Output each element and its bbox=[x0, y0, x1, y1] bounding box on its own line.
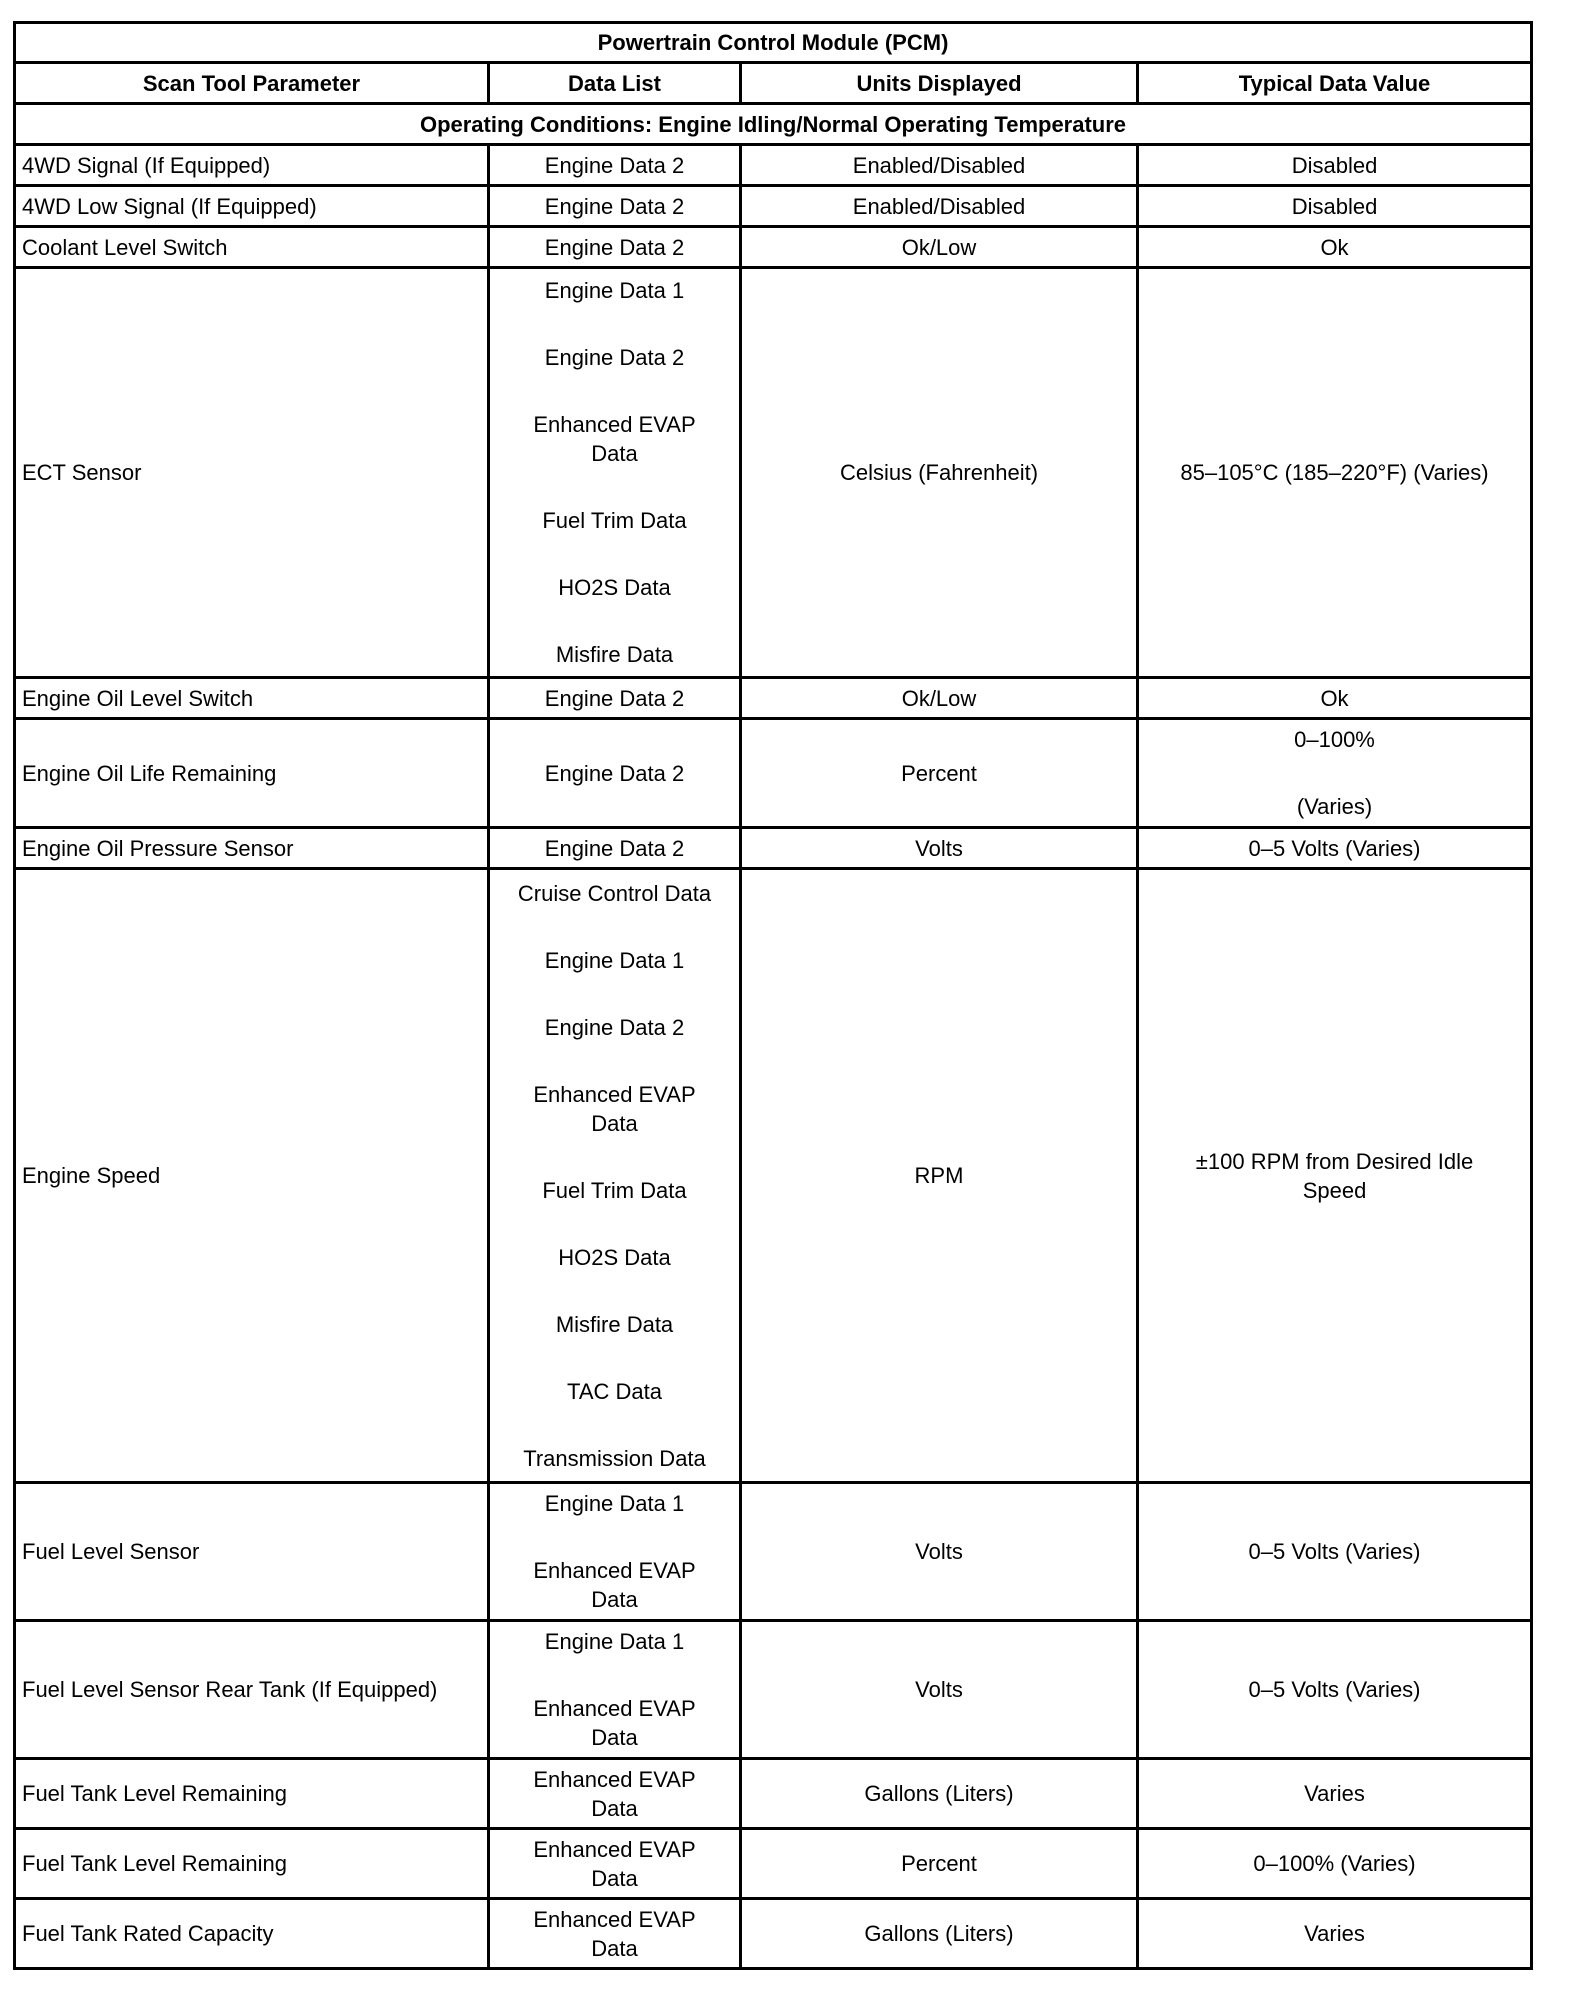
data-list-entry: Cruise Control Data bbox=[517, 880, 712, 906]
data-list-entry: Enhanced EVAP Data bbox=[533, 412, 696, 466]
pcm-data-sheet bbox=[13, 21, 1530, 1970]
cell-typical-value bbox=[1138, 227, 1532, 268]
column-header-parameter: Scan Tool Parameter bbox=[15, 63, 489, 104]
cell-data-list bbox=[489, 1899, 741, 1969]
table-row bbox=[15, 227, 1532, 268]
cell-units: Celsius (Fahrenheit) bbox=[741, 268, 1138, 678]
table-row bbox=[15, 1899, 1532, 1969]
cell-typical-value bbox=[1138, 828, 1532, 869]
data-list-entry: Engine Data 2 bbox=[544, 835, 685, 861]
column-header-typical-value: Typical Data Value bbox=[1138, 63, 1532, 104]
cell-units: Volts bbox=[741, 1483, 1138, 1621]
cell-parameter: Fuel Tank Level Remaining bbox=[15, 1829, 489, 1899]
data-list-entry: HO2S Data bbox=[558, 575, 671, 600]
pcm-table bbox=[13, 21, 1533, 1970]
typical-value-text: 0–5 Volts (Varies) bbox=[1248, 1677, 1421, 1702]
cell-parameter: Engine Oil Level Switch bbox=[15, 678, 489, 719]
cell-units: Enabled/Disabled bbox=[741, 186, 1138, 227]
cell-data-list bbox=[489, 1483, 741, 1621]
cell-data-list bbox=[489, 268, 741, 678]
cell-data-list bbox=[489, 1759, 741, 1829]
data-list-entry: Misfire Data bbox=[555, 1311, 674, 1337]
cell-data-list bbox=[489, 227, 741, 268]
data-list-entry: Engine Data 2 bbox=[544, 193, 685, 219]
cell-data-list bbox=[489, 1829, 741, 1899]
operating-conditions: Operating Conditions: Engine Idling/Normal Operating Temperature bbox=[15, 104, 1532, 145]
cell-units: Volts bbox=[741, 828, 1138, 869]
typical-value-text: 0–5 Volts (Varies) bbox=[1248, 1539, 1421, 1564]
data-list-entry: Engine Data 2 bbox=[544, 345, 685, 370]
column-header-data-list: Data List bbox=[489, 63, 741, 104]
data-list-entry: Enhanced EVAP Data bbox=[533, 1558, 696, 1612]
cell-typical-value bbox=[1138, 1483, 1532, 1621]
cell-units: Volts bbox=[741, 1621, 1138, 1759]
typical-value-text: 0–5 Volts (Varies) bbox=[1248, 835, 1421, 861]
data-list-entry: Fuel Trim Data bbox=[542, 508, 687, 533]
table-row bbox=[15, 828, 1532, 869]
header-row bbox=[15, 63, 1532, 104]
cell-data-list bbox=[489, 719, 741, 828]
data-list-entry: Enhanced EVAP Data bbox=[533, 1081, 696, 1136]
cell-parameter: Fuel Tank Level Remaining bbox=[15, 1759, 489, 1829]
cell-data-list bbox=[489, 828, 741, 869]
data-list-entry: Enhanced EVAP Data bbox=[533, 1906, 696, 1961]
cell-typical-value bbox=[1138, 145, 1532, 186]
typical-value-text: Varies bbox=[1304, 1781, 1365, 1806]
cell-units: Percent bbox=[741, 1829, 1138, 1899]
cell-units: Ok/Low bbox=[741, 678, 1138, 719]
cell-parameter: Engine Speed bbox=[15, 869, 489, 1483]
cell-typical-value bbox=[1138, 1829, 1532, 1899]
cell-units: Percent bbox=[741, 719, 1138, 828]
cell-parameter: Fuel Level Sensor bbox=[15, 1483, 489, 1621]
table-title: Powertrain Control Module (PCM) bbox=[15, 23, 1532, 63]
data-list-entry: Engine Data 2 bbox=[544, 234, 685, 260]
data-list-entry: TAC Data bbox=[567, 1378, 662, 1404]
data-list-entry: HO2S Data bbox=[558, 1244, 671, 1270]
data-list-entry: Engine Data 2 bbox=[544, 1014, 685, 1040]
table-row bbox=[15, 1621, 1532, 1759]
cell-units: Ok/Low bbox=[741, 227, 1138, 268]
table-row bbox=[15, 869, 1532, 1483]
data-list-entry: Engine Data 2 bbox=[544, 685, 685, 711]
table-row bbox=[15, 719, 1532, 828]
data-list-entry: Engine Data 1 bbox=[544, 1629, 685, 1654]
cell-data-list bbox=[489, 1621, 741, 1759]
table-row bbox=[15, 145, 1532, 186]
cell-typical-value bbox=[1138, 1899, 1532, 1969]
cell-typical-value bbox=[1138, 268, 1532, 678]
cell-parameter: Coolant Level Switch bbox=[15, 227, 489, 268]
table-row bbox=[15, 268, 1532, 678]
typical-value-text: (Varies) bbox=[1296, 794, 1373, 819]
cell-parameter: 4WD Signal (If Equipped) bbox=[15, 145, 489, 186]
cell-units: Gallons (Liters) bbox=[741, 1759, 1138, 1829]
cell-data-list bbox=[489, 869, 741, 1483]
data-list-entry: Engine Data 1 bbox=[544, 1491, 685, 1516]
typical-value-text: Ok bbox=[1320, 685, 1349, 711]
table-row bbox=[15, 186, 1532, 227]
typical-value-text: ±100 RPM from Desired Idle Speed bbox=[1195, 1148, 1474, 1203]
data-list-entry: Engine Data 2 bbox=[544, 152, 685, 178]
data-list-entry: Enhanced EVAP Data bbox=[533, 1766, 696, 1821]
table-row bbox=[15, 678, 1532, 719]
data-list-entry: Misfire Data bbox=[555, 642, 674, 667]
cell-typical-value bbox=[1138, 678, 1532, 719]
cell-typical-value bbox=[1138, 1759, 1532, 1829]
data-list-entry: Transmission Data bbox=[523, 1445, 706, 1471]
typical-value-text: Varies bbox=[1304, 1921, 1365, 1946]
table-body bbox=[15, 145, 1532, 1969]
cell-units: Gallons (Liters) bbox=[741, 1899, 1138, 1969]
cell-data-list bbox=[489, 145, 741, 186]
cell-parameter: Fuel Tank Rated Capacity bbox=[15, 1899, 489, 1969]
cell-units: RPM bbox=[741, 869, 1138, 1483]
cell-typical-value bbox=[1138, 719, 1532, 828]
typical-value-text: Disabled bbox=[1291, 193, 1378, 219]
cell-typical-value bbox=[1138, 186, 1532, 227]
typical-value-text: 0–100% bbox=[1294, 727, 1375, 752]
data-list-entry: Engine Data 2 bbox=[544, 760, 685, 786]
cell-parameter: Engine Oil Pressure Sensor bbox=[15, 828, 489, 869]
typical-value-text: 0–100% (Varies) bbox=[1253, 1851, 1416, 1876]
table-row bbox=[15, 1829, 1532, 1899]
typical-value-text: 85–105°C (185–220°F) (Varies) bbox=[1180, 460, 1489, 485]
table-row bbox=[15, 1483, 1532, 1621]
typical-value-text: Ok bbox=[1320, 234, 1349, 260]
column-header-units: Units Displayed bbox=[741, 63, 1138, 104]
cell-units: Enabled/Disabled bbox=[741, 145, 1138, 186]
cell-typical-value bbox=[1138, 1621, 1532, 1759]
cell-parameter: ECT Sensor bbox=[15, 268, 489, 678]
data-list-entry: Fuel Trim Data bbox=[542, 1177, 687, 1203]
data-list-entry: Engine Data 1 bbox=[544, 278, 685, 303]
data-list-entry: Engine Data 1 bbox=[544, 947, 685, 973]
cell-data-list bbox=[489, 678, 741, 719]
data-list-entry: Enhanced EVAP Data bbox=[533, 1696, 696, 1750]
cell-parameter: Fuel Level Sensor Rear Tank (If Equipped) bbox=[15, 1621, 489, 1759]
cell-data-list bbox=[489, 186, 741, 227]
cell-parameter: 4WD Low Signal (If Equipped) bbox=[15, 186, 489, 227]
table-row bbox=[15, 1759, 1532, 1829]
cell-parameter: Engine Oil Life Remaining bbox=[15, 719, 489, 828]
cell-typical-value bbox=[1138, 869, 1532, 1483]
typical-value-text: Disabled bbox=[1291, 152, 1378, 178]
data-list-entry: Enhanced EVAP Data bbox=[533, 1836, 696, 1891]
